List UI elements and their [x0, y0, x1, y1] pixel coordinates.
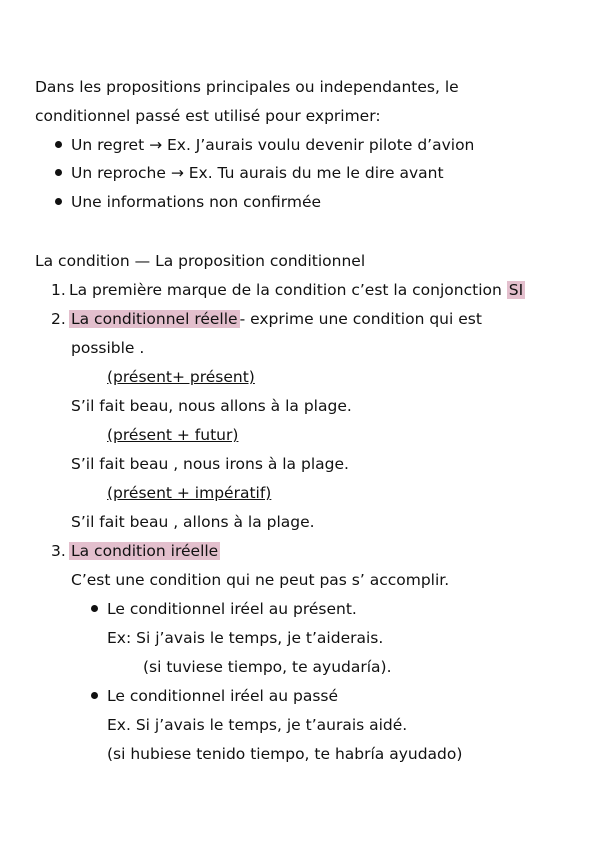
list-number: 2. — [51, 310, 66, 328]
highlight-condition-ireelle: La condition iréelle — [71, 542, 219, 560]
sub-bullet-title: Le conditionnel iréel au passé — [107, 687, 339, 705]
example-present-present: S’il fait beau, nous allons à la plage. — [71, 397, 352, 415]
highlight-conditionnel-reelle: La conditionnel réelle — [71, 310, 238, 328]
formula-present-present: (présent+ présent) — [107, 368, 255, 386]
bullet-item-information — [55, 191, 321, 213]
bullet-item-regret — [55, 134, 474, 156]
example-present-futur: S’il fait beau , nous irons à la plage. — [71, 455, 349, 473]
formula-present-imperatif: (présent + impératif) — [107, 484, 272, 502]
intro-line-2: conditionnel passé est utilisé pour exprimer: — [35, 107, 381, 125]
sub-bullet-title: Le conditionnel iréel au présent. — [107, 600, 357, 618]
bullet-dot-icon — [55, 198, 62, 205]
section-heading: La condition — La proposition conditionnel — [35, 252, 366, 270]
example-ireel-present: Ex: Si j’avais le temps, je t’aiderais. — [107, 629, 384, 647]
bullet-text: Une informations non confirmée — [71, 193, 322, 211]
list-number: 1. — [51, 281, 66, 299]
intro-line-1: Dans les propositions principales ou independantes, le — [35, 78, 459, 96]
translation-ireel-passe: (si hubiese tenido tiempo, te habría ayudado) — [107, 745, 463, 763]
bullet-text: Un regret → Ex. J’aurais voulu devenir pilote d’avion — [71, 136, 475, 154]
sub-bullet-passe — [91, 685, 338, 707]
example-present-imperatif: S’il fait beau , allons à la plage. — [71, 513, 315, 531]
list-item-text: La première marque de la condition c’est la conjonction — [69, 281, 507, 299]
formula-present-futur: (présent + futur) — [107, 426, 239, 444]
bullet-text: Un reproche → Ex. Tu aurais du me le dire avant — [71, 164, 444, 182]
bullet-dot-icon — [55, 141, 62, 148]
bullet-item-reproche — [55, 162, 444, 184]
bullet-dot-icon — [55, 169, 62, 176]
list-item-2 — [51, 308, 482, 330]
list-item-3 — [51, 540, 220, 562]
list-number: 3. — [51, 542, 66, 560]
bullet-dot-icon — [91, 692, 98, 699]
example-ireel-passe: Ex. Si j’avais le temps, je t’aurais aidé. — [107, 716, 408, 734]
list-item-2-continuation: possible . — [71, 339, 145, 357]
sub-bullet-present — [91, 598, 357, 620]
highlight-si: SI — [508, 281, 524, 299]
list-item-1 — [51, 279, 525, 301]
list-item-text: - exprime une condition qui est — [239, 310, 482, 328]
condition-ireelle-description: C’est une condition qui ne peut pas s’ accomplir. — [71, 571, 450, 589]
bullet-dot-icon — [91, 605, 98, 612]
translation-ireel-present: (si tuviese tiempo, te ayudaría). — [143, 658, 392, 676]
